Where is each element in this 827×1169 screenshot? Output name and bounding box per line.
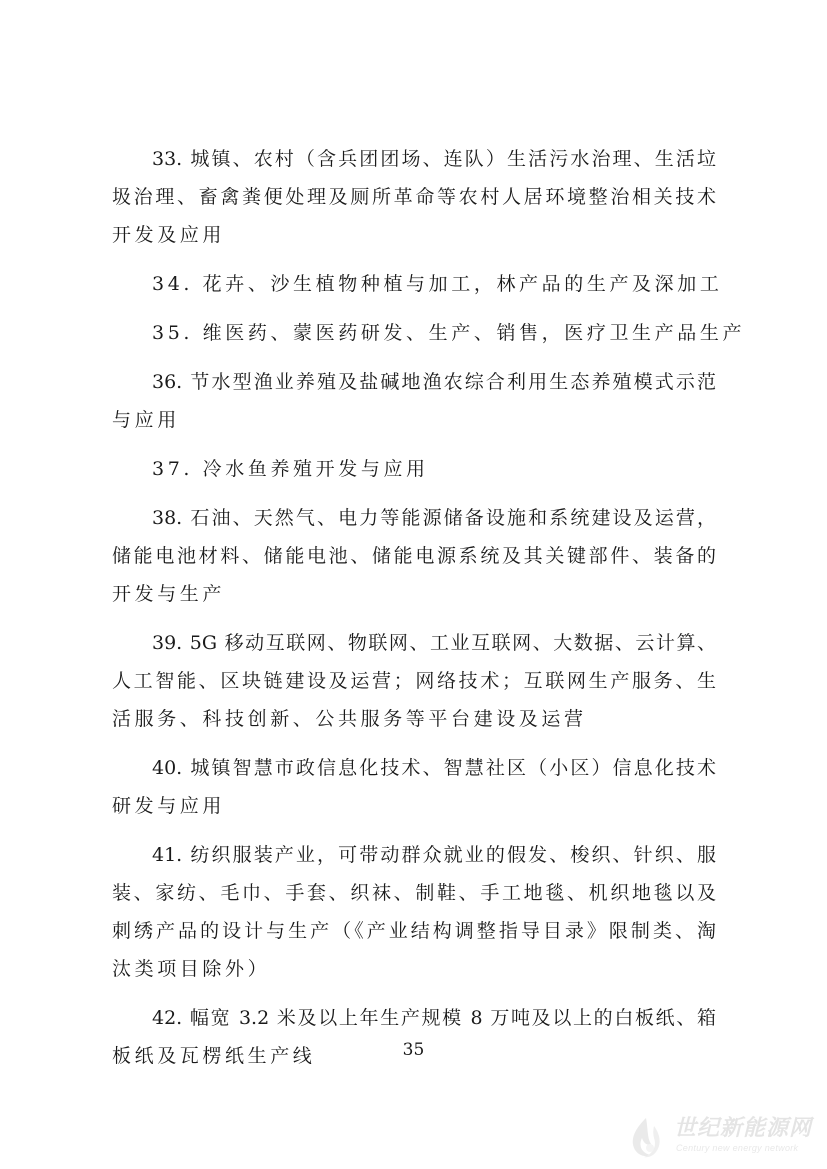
item-line: 36. 节水型渔业养殖及盐碱地渔农综合利用生态养殖模式示范 (152, 371, 716, 393)
watermark (620, 1112, 820, 1162)
item-line: 34. 花卉、沙生植物种植与加工，林产品的生产及深加工 (152, 273, 723, 295)
item-line: 38. 石油、天然气、电力等能源储备设施和系统建设及运营， (152, 507, 716, 529)
list-item-38 (112, 499, 716, 613)
item-line: 研发与应用 (112, 795, 226, 817)
item-line: 板纸及瓦楞纸生产线 (112, 1045, 316, 1067)
item-line: 40. 城镇智慧市政信息化技术、智慧社区（小区）信息化技术 (152, 757, 716, 779)
list-item-39 (112, 624, 716, 738)
item-line: 汰类项目除外） (112, 958, 271, 980)
watermark-title: 世纪新能源网 (674, 1115, 813, 1140)
list-item-41 (112, 836, 716, 988)
list-item-40 (112, 749, 716, 825)
item-line: 活服务、科技创新、公共服务等平台建设及运营 (112, 708, 587, 730)
item-line: 人工智能、区块链建设及运营；网络技术；互联网生产服务、生 (112, 670, 716, 692)
item-line: 装、家纺、毛巾、手套、织袜、制鞋、手工地毯、机织地毯以及 (112, 882, 716, 904)
watermark-subtitle: Century new energy network (676, 1143, 799, 1153)
item-line: 圾治理、畜禽粪便处理及厕所革命等农村人居环境整治相关技术 (112, 186, 716, 208)
item-line: 与应用 (112, 409, 180, 431)
item-line: 33. 城镇、农村（含兵团团场、连队）生活污水治理、生活垃 (152, 148, 716, 170)
item-line: 开发与生产 (112, 583, 226, 605)
list-item-33 (112, 140, 716, 254)
list-item-34 (112, 265, 723, 303)
flame-logo-icon (620, 1114, 672, 1160)
item-line: 刺绣产品的设计与生产（《产业结构调整指导目录》限制类、淘 (112, 920, 716, 942)
item-line: 41. 纺织服装产业，可带动群众就业的假发、梭织、针织、服 (152, 844, 716, 866)
item-line: 35. 维医药、蒙医药研发、生产、销售，医疗卫生产品生产 (152, 322, 746, 344)
item-line: 37. 冷水鱼养殖开发与应用 (152, 458, 429, 480)
list-item-37 (112, 450, 716, 488)
document-body (112, 140, 746, 1086)
page-number: 35 (402, 1040, 425, 1060)
list-item-42 (112, 999, 716, 1075)
item-line: 储能电池材料、储能电池、储能电源系统及其关键部件、装备的 (112, 545, 716, 567)
item-line: 42. 幅宽 3.2 米及以上年生产规模 8 万吨及以上的白板纸、箱 (152, 1007, 716, 1029)
item-line: 39. 5G 移动互联网、物联网、工业互联网、大数据、云计算、 (152, 632, 716, 654)
item-line: 开发及应用 (112, 224, 226, 246)
list-item-36 (112, 363, 716, 439)
list-item-35 (112, 314, 746, 352)
